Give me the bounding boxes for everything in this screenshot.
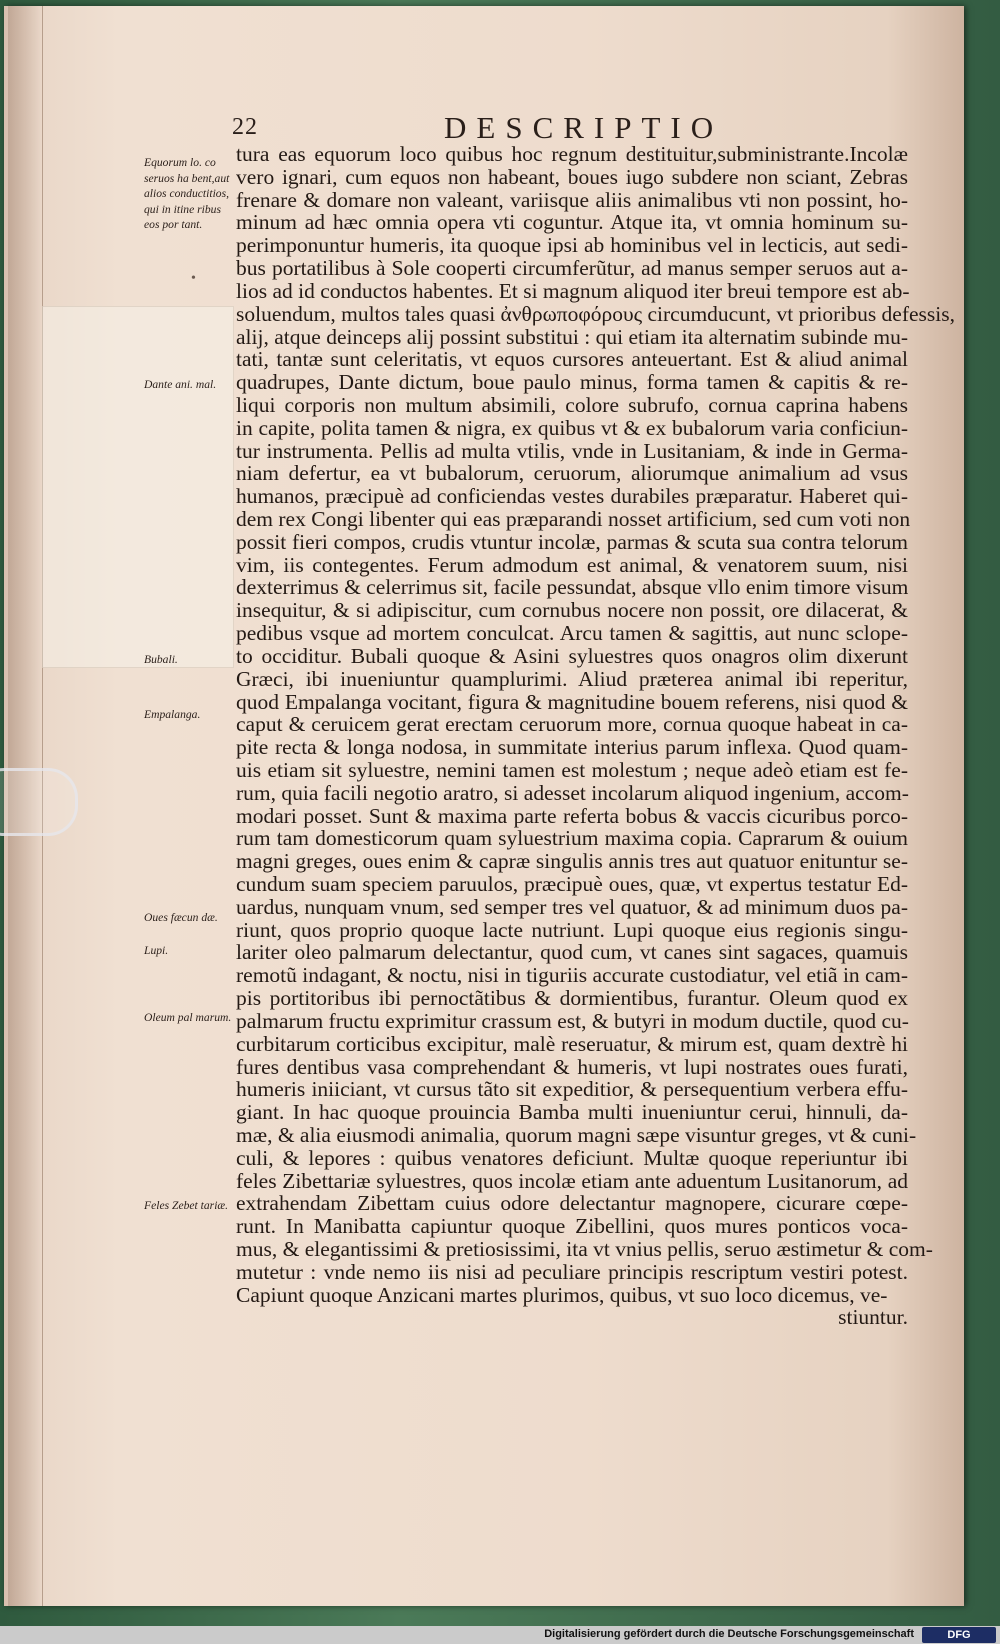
text-line: vero ignari, cum equos non habeant, boues iugo subdere non sciant, Zebras: [236, 164, 908, 189]
text-line: tur instrumenta. Pellis ad multa vtilis, vnde in Lusitaniam, & inde in Germa-: [236, 438, 908, 463]
text-line: lios ad id conductos habentes. Et si magnum aliquod iter breui tempore est ab-: [236, 278, 910, 303]
book-page: [4, 6, 964, 1606]
margin-note: Empalanga.: [144, 708, 201, 721]
text-line: tura eas equorum loco quibus hoc regnum destituitur,subministrante.Incolæ: [236, 142, 908, 166]
text-line: runt. In Manibatta capiuntur quoque Zibellini, quos mures ponticos voca-: [236, 1214, 908, 1239]
text-line: remotũ indagant, & noctu, nisi in tiguriis accurate custodiatur, vel etiã in cam-: [236, 963, 909, 988]
text-line: modari posset. Sunt & maxima parte referta bobus & vaccis cicuribus porco-: [236, 803, 908, 828]
margin-dot: •: [191, 271, 196, 286]
margin-note: Lupi.: [144, 944, 169, 957]
text-line: humanos, præcipuè ad conficiendas vestes durabiles præparatur. Haberet qui-: [236, 484, 908, 509]
body-text: [236, 142, 956, 1330]
clip-mark: [0, 768, 78, 836]
text-line: rum tam domesticorum quam syluestrium maxima copia. Caprarum & ouium: [236, 826, 908, 851]
text-line: minum ad hæc omnia opera vti coguntur. Atque ita, vt omnia hominum su-: [236, 210, 908, 235]
page-number: 22: [232, 114, 258, 140]
text-line: rum, quia facili negotio aratro, si adesset incolarum aliquod ingenium, accom-: [236, 780, 909, 805]
margin-note: Dante ani. mal.: [144, 378, 217, 391]
text-line: pite recta & longa nodosa, in summitate interius parum inflexa. Quod quam-: [236, 735, 908, 760]
text-line: bus portatilibus à Sole cooperti circumferũtur, ad manus semper seruos aut a-: [236, 256, 908, 281]
text-line: possit fieri compos, crudis vtuntur incolæ, parmas & scuta sua contra telorum: [236, 529, 908, 554]
text-line: cundum suam speciem paruulos, præcipuè oues, quæ, vt expertus testatur Ed-: [236, 872, 908, 896]
text-line: palmarum fructu exprimitur crassum est, & butyri in modum ductile, quod cu-: [236, 1008, 909, 1033]
text-line: niam defertur, ea vt bubalorum, ceruorum, aliorumque animalium ad vsus: [236, 461, 908, 486]
margin-note: Bubali.: [144, 653, 178, 666]
text-line: pis portitoribus ibi pernoctãtibus & dormientibus, furantur. Oleum quod ex: [236, 986, 908, 1011]
text-line: Capiunt quoque Anzicani martes plurimos, quibus, vt suo loco dicemus, ve-: [236, 1282, 888, 1307]
text-line: uis etiam sit syluestre, nemini tamen est molestum ; neque adeò etiam est fe-: [236, 757, 908, 782]
text-line: mæ, & alia eiusmodi animalia, quorum magni sæpe visuntur greges, vt & cuni-: [236, 1122, 917, 1147]
paper-patch: [42, 306, 234, 668]
text-line: insequitur, & si adipiscitur, cum cornubus nocere non possit, ore dilacerat, &: [236, 598, 908, 623]
text-line: fures dentibus vasa comprehendant & humeris, vt lupi nostrates oues furati,: [236, 1054, 908, 1079]
text-line: lariter oleo palmarum delectantur, quod cum, vt canes sint sagaces, quamuis: [236, 940, 908, 965]
margin-note: Feles Zebet tariæ.: [144, 1199, 229, 1212]
text-line: quadrupes, Dante dictum, boue paulo minus, forma tamen & capitis & re-: [236, 370, 908, 395]
footer-credit: Digitalisierung gefördert durch die Deutsche Forschungsgemeinschaft: [544, 1628, 914, 1640]
text-line: uardus, nunquam vnum, sed semper tres vel quatuor, & ad minimum duos pa-: [236, 894, 908, 919]
footer-bar: [0, 1626, 1000, 1644]
text-line: alij, atque deinceps alij possint substitui : qui etiam ita alternatim subinde mu-: [236, 324, 908, 349]
text-line: tati, tantæ sunt celeritatis, vt equos cursores anteuertant. Est & aliud animal: [236, 347, 908, 372]
page-title: DESCRIPTIO: [444, 110, 724, 145]
text-line: magni greges, oues enim & capræ singulis annis tres aut quatuor enituntur se-: [236, 849, 908, 874]
text-line: culi, & lepores : quibus venatores deficiunt. Multæ quoque reperiuntur ibi: [236, 1145, 908, 1170]
dfg-logo[interactable]: DFG: [922, 1627, 996, 1643]
text-line: in capite, polita tamen & nigra, ex quibus vt & ex bubalorum varia conficiun-: [236, 415, 908, 440]
text-line: mus, & elegantissimi & pretiosissimi, ita vt vnius pellis, seruo æstimetur & com-: [236, 1237, 933, 1261]
margin-note: Equorum lo. co seruos ha bent,aut alios conductitios, qui in itine ribus eos por tant.: [144, 156, 230, 231]
text-line: to occiditur. Bubali quoque & Asini syluestres quos onagros olim dixerunt: [236, 643, 908, 668]
text-line: perimponuntur humeris, ita quoque ipsi ab hominibus vel in lecticis, aut sedi-: [236, 233, 908, 258]
text-line: quod Empalanga vocitant, figura & magnitudine bouem referens, nisi quod &: [236, 689, 908, 714]
text-line: curbitarum corticibus excipitur, malè reseruatur, & mirum est, quam dextrè hi: [236, 1031, 908, 1056]
text-line: giant. In hac quoque prouincia Bamba multi inueniuntur cerui, hinnuli, da-: [236, 1100, 908, 1125]
text-line: liqui corporis non multum absimili, colore subrufo, cornua caprina habens: [236, 392, 908, 417]
text-line: riunt, quos proprio quoque lacte nutriunt. Lupi quoque eius regionis singu-: [236, 917, 908, 942]
text-line: caput & ceruicem gerat erectam ceruorum more, cornua quoque habeat in ca-: [236, 712, 908, 737]
text-line: dem rex Congi libenter qui eas præparandi nosset artificium, sed cum voti non: [236, 507, 911, 531]
text-line: Græci, ibi inueniuntur quamplurimi. Aliud præterea animal ibi reperitur,: [236, 666, 908, 691]
text-line: pedibus vsque ad mortem conculcat. Arcu tamen & sagittis, aut nunc sclope-: [236, 621, 908, 646]
text-line: vim, iis contegentes. Ferum admodum est animal, & venatorem suum, nisi: [236, 552, 908, 577]
text-line: soluendum, multos tales quasi ἀνθρωποφόρους circumducunt, vt prioribus defessis,: [236, 301, 956, 326]
text-line: frenare & domare non valeant, variisque aliis animalibus vti non possint, ho-: [236, 187, 908, 212]
margin-note: Oleum pal marum.: [144, 1011, 232, 1024]
margin-note: Oues fæcun dæ.: [144, 911, 218, 924]
text-line: stiuntur.: [838, 1305, 908, 1330]
text-line: humeris iniiciant, vt cursus tãto sit expeditior, & persequentium verbera effu-: [236, 1077, 908, 1102]
text-line: feles Zibettariæ syluestres, quos incolæ etiam ante aduentum Lusitanorum, ad: [236, 1168, 908, 1193]
text-line: mutetur : vnde nemo iis nisi ad peculiare principis rescriptum vestiri potest.: [236, 1259, 908, 1284]
text-line: dexterrimus & celerrimus sit, facile pessundat, absque vllo enim timore visum: [236, 575, 909, 600]
text-line: extrahendam Zibettam cuius odore delectantur magnopere, cicurare cœpe-: [236, 1191, 908, 1216]
